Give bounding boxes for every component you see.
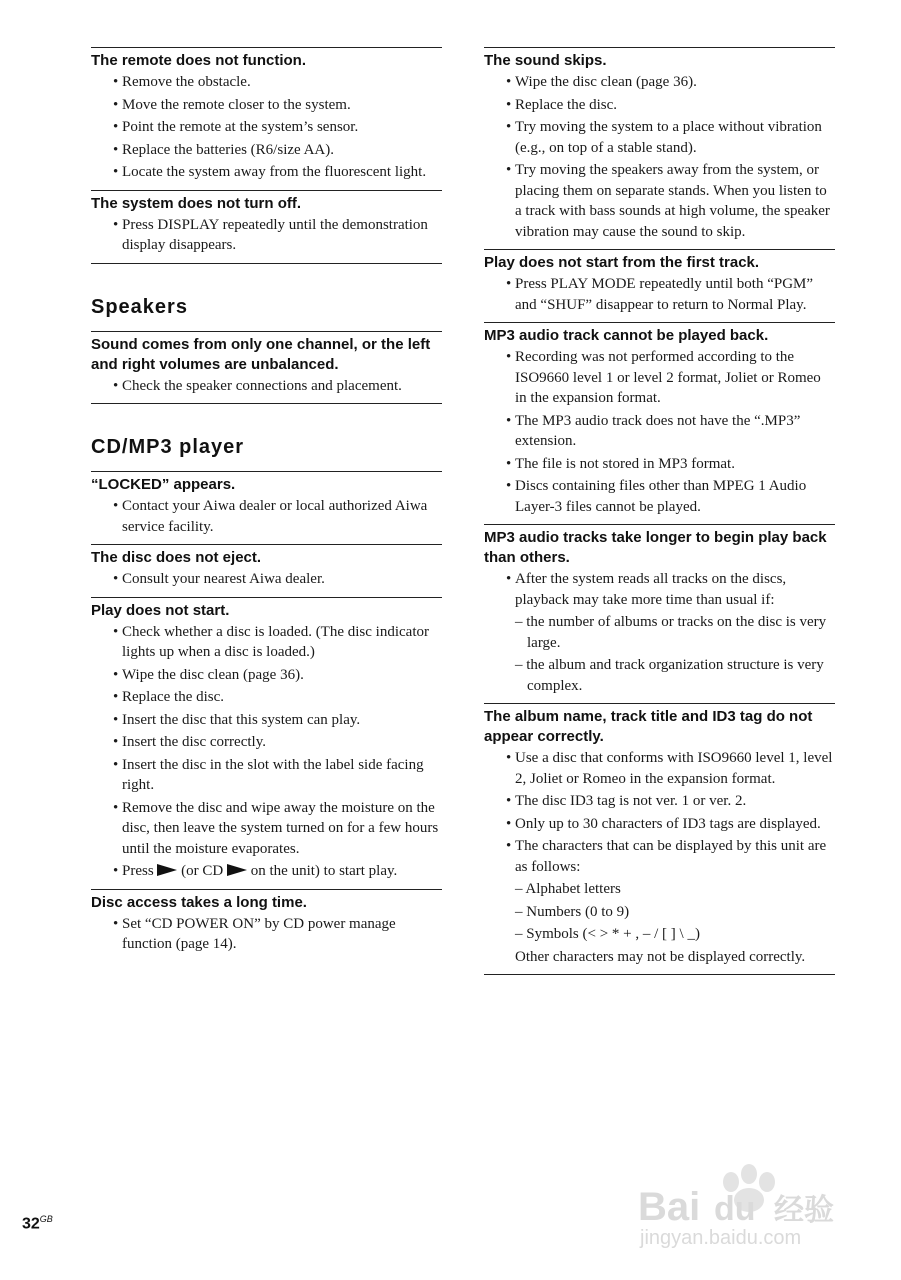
- list-item: • Set “CD POWER ON” by CD power manage function (page 14).: [91, 914, 442, 955]
- list-item: • Replace the disc.: [91, 687, 442, 708]
- list-item: • Recording was not performed according to the ISO9660 level 1 or level 2 format, Joliet or Romeo in the expansion format.: [484, 347, 835, 409]
- watermark-url: jingyan.baidu.com: [640, 1227, 802, 1249]
- press-text: Press: [122, 863, 154, 879]
- list-item: • Press DISPLAY repeatedly until the demonstration display disappears.: [91, 215, 442, 256]
- list-item: • The file is not stored in MP3 format.: [484, 454, 835, 475]
- watermark-cn: 经验: [774, 1193, 834, 1228]
- issue-title: Play does not start from the first track.: [484, 254, 760, 271]
- issue-title: The album name, track title and ID3 tag do not appear correctly.: [484, 708, 813, 745]
- item-list: [484, 274, 835, 320]
- issue-access: [91, 889, 442, 960]
- list-item: • Wipe the disc clean (page 36).: [484, 72, 835, 93]
- list-item: • The disc ID3 tag is not ver. 1 or ver. 2.: [484, 791, 835, 812]
- list-item: • Check whether a disc is loaded. (The disc indicator lights up when a disc is loaded.): [91, 622, 442, 663]
- play-icon: [227, 864, 247, 876]
- issue-title: The remote does not function.: [91, 52, 307, 69]
- issue-remote: [91, 47, 442, 188]
- issue-mp3-slow: [484, 524, 835, 701]
- list-subitem: – Symbols (< > * + , – / [ ] \ _): [515, 926, 700, 942]
- section-divider: [484, 974, 835, 975]
- item-list: [91, 496, 442, 542]
- play-icon: [157, 864, 177, 876]
- baidu-paw-icon: [636, 1160, 846, 1250]
- list-item: • Locate the system away from the fluorescent light.: [91, 162, 442, 183]
- item-list: [91, 569, 442, 595]
- issue-title: Disc access takes a long time.: [91, 893, 307, 911]
- list-item: • Only up to 30 characters of ID3 tags are displayed.: [484, 814, 835, 835]
- list-subitem: – the number of albums or tracks on the disc is very large.: [515, 614, 827, 651]
- section-heading-cd: CD/MP3 player: [91, 436, 245, 458]
- issue-title: Play does not start.: [91, 601, 230, 619]
- list-item: • Insert the disc that this system can play.: [91, 710, 442, 731]
- list-item: • Try moving the system to a place without vibration (e.g., on top of a stable stand).: [484, 117, 835, 158]
- item-list: [484, 347, 835, 522]
- list-item: • Insert the disc in the slot with the label side facing right.: [91, 755, 442, 796]
- issue-play-start: [91, 597, 442, 887]
- list-item: • After the system reads all tracks on the discs, playback may take more time than usual if:: [484, 569, 835, 610]
- issue-first-track: [484, 249, 835, 320]
- list-item: • Check the speaker connections and placement.: [91, 376, 442, 397]
- issue-locked: [91, 471, 442, 542]
- issue-title: The disc does not eject.: [91, 549, 262, 566]
- issue-title: “LOCKED” appears.: [91, 476, 236, 493]
- watermark-brand-du: du: [714, 1190, 756, 1228]
- list-item: • The characters that can be displayed by this unit are as follows:: [484, 836, 835, 877]
- list-item: • Insert the disc correctly.: [91, 732, 442, 753]
- section-divider: [91, 263, 442, 264]
- item-list: [484, 748, 835, 972]
- list-subitem: – the album and track organization structure is very complex.: [515, 657, 824, 694]
- issue-title: Sound comes from only one channel, or the left and right volumes are unbalanced.: [91, 335, 431, 373]
- list-item: • Press PLAY MODE repeatedly until both “PGM” and “SHUF” disappear to return to Normal Play.: [484, 274, 835, 315]
- issue-title: MP3 audio tracks take longer to begin play back than others.: [484, 529, 827, 566]
- list-item: • Move the remote closer to the system.: [91, 95, 442, 116]
- list-note: Other characters may not be displayed correctly.: [515, 948, 806, 965]
- list-item: • Use a disc that conforms with ISO9660 level 1, level 2, Joliet or Romeo in the expansion format.: [484, 748, 835, 789]
- issue-mp3-play: [484, 322, 835, 522]
- issue-title: The sound skips.: [484, 52, 607, 69]
- list-subitem: – Numbers (0 to 9): [515, 903, 630, 920]
- left-column: [91, 47, 442, 962]
- list-item: • Point the remote at the system’s sensor.: [91, 117, 442, 138]
- item-list: [91, 914, 442, 960]
- page-number: [22, 1214, 53, 1233]
- list-item: • Replace the disc.: [484, 95, 835, 116]
- list-item: • Wipe the disc clean (page 36).: [91, 665, 442, 686]
- watermark-brand: Bai: [638, 1185, 701, 1229]
- issue-eject: [91, 544, 442, 595]
- baidu-watermark: [636, 1160, 846, 1250]
- list-item: • Try moving the speakers away from the system, or placing them on separate stands. When you listen to a track with bass sounds at high volume, the speaker vibration may cause the sound to skip.: [484, 160, 835, 242]
- list-item: • Remove the obstacle.: [91, 72, 442, 93]
- page-number-suffix: GB: [39, 1214, 53, 1224]
- right-column: [484, 47, 835, 975]
- section-divider: [91, 403, 442, 404]
- item-list: [91, 215, 442, 261]
- item-list: [484, 72, 835, 247]
- issue-channel: [91, 331, 442, 402]
- item-list: [91, 72, 442, 188]
- press-text: on the unit) to start play.: [250, 863, 398, 879]
- page-number-value: 32: [22, 1215, 40, 1233]
- press-text: (or CD: [181, 863, 224, 879]
- list-item: • Contact your Aiwa dealer or local authorized Aiwa service facility.: [91, 496, 442, 537]
- item-list: [91, 622, 442, 887]
- issue-id3: [484, 703, 835, 972]
- list-subitem: – Alphabet letters: [515, 881, 621, 897]
- issue-skips: [484, 47, 835, 247]
- list-item: • Discs containing files other than MPEG 1 Audio Layer-3 files cannot be played.: [484, 476, 835, 517]
- list-item: • Replace the batteries (R6/size AA).: [91, 140, 442, 161]
- section-heading-speakers: Speakers: [91, 295, 188, 318]
- issue-title: MP3 audio track cannot be played back.: [484, 327, 769, 344]
- list-item-press-play: [91, 861, 442, 882]
- issue-title: The system does not turn off.: [91, 194, 302, 212]
- list-item: • The MP3 audio track does not have the “.MP3” extension.: [484, 411, 835, 452]
- item-list: [91, 376, 442, 402]
- item-list: [484, 569, 835, 701]
- issue-power: [91, 190, 442, 261]
- list-item: • Consult your nearest Aiwa dealer.: [91, 569, 442, 590]
- list-item: • Remove the disc and wipe away the moisture on the disc, then leave the system turned on for a few hours until the moisture evaporates.: [91, 798, 442, 860]
